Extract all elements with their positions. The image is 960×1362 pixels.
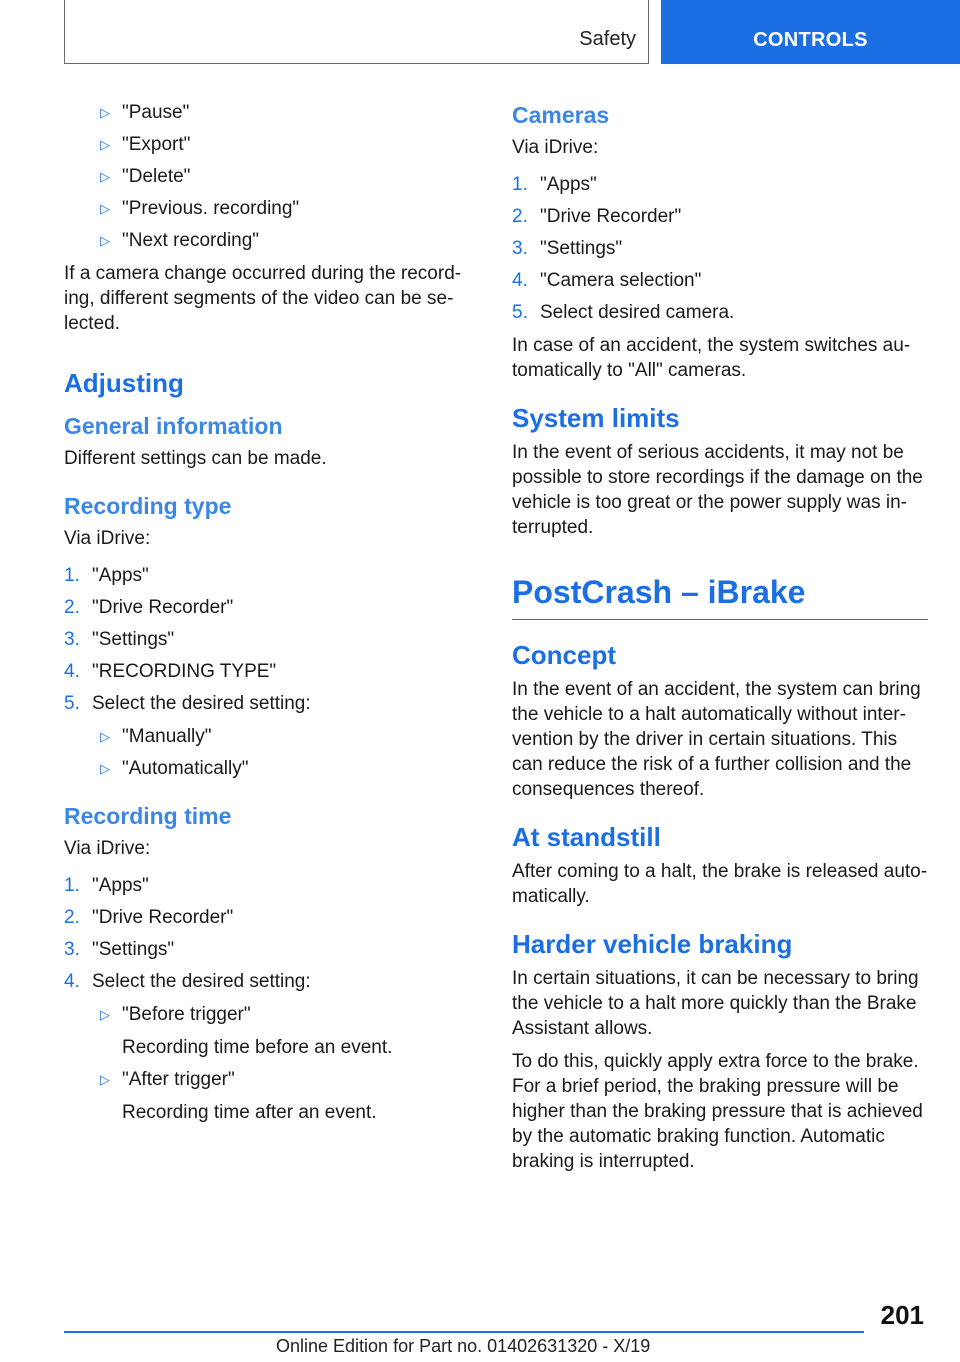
list-item: 2. "Drive Recorder" bbox=[64, 597, 234, 618]
list-item: 5. Select desired camera. bbox=[512, 302, 735, 323]
list-item: ▷ "Previous. recording" bbox=[94, 196, 464, 221]
cameras-steps bbox=[512, 172, 928, 325]
recording-time-heading: Recording time bbox=[64, 803, 232, 829]
header-chapter-tab[interactable]: CONTROLS bbox=[661, 0, 960, 64]
harder-braking-heading: Harder vehicle braking bbox=[512, 929, 793, 959]
list-item: ▷ "After trigger" bbox=[94, 1067, 464, 1092]
adjusting-heading: Adjusting bbox=[64, 368, 184, 398]
left-column bbox=[64, 100, 464, 1132]
triangle-right-icon: ▷ bbox=[100, 105, 110, 120]
general-info-paragraph: Different settings can be made. bbox=[64, 448, 327, 469]
header-section-title: Safety bbox=[579, 28, 636, 50]
camera-change-paragraph: If a camera change occurred during the recording, different segments of the video can be selected. bbox=[64, 263, 462, 334]
list-item: ▷ "Next recording" bbox=[94, 228, 464, 253]
list-item: ▷ "Automatically" bbox=[94, 756, 464, 781]
general-info-heading: General information bbox=[64, 413, 283, 439]
list-item: ▷ "Manually" bbox=[94, 724, 464, 749]
right-column bbox=[512, 100, 928, 1182]
standstill-heading: At standstill bbox=[512, 822, 661, 852]
triangle-right-icon: ▷ bbox=[100, 137, 110, 152]
recording-time-via: Via iDrive: bbox=[64, 838, 151, 859]
list-item: ▷ "Pause" bbox=[94, 100, 464, 125]
triangle-right-icon: ▷ bbox=[100, 729, 110, 744]
cameras-heading: Cameras bbox=[512, 102, 610, 128]
list-item: 2. "Drive Recorder" bbox=[512, 206, 682, 227]
list-item: ▷ "Delete" bbox=[94, 164, 464, 189]
list-item: 1. "Apps" bbox=[64, 565, 149, 586]
recording-time-options-2 bbox=[94, 1067, 464, 1092]
footer-divider bbox=[64, 1331, 864, 1333]
recording-time-options bbox=[94, 1002, 464, 1027]
triangle-right-icon: ▷ bbox=[100, 233, 110, 248]
list-item: 1. "Apps" bbox=[64, 875, 149, 896]
list-item: 5. Select the desired setting: bbox=[64, 693, 311, 714]
harder-braking-paragraph-1: In certain situations, it can be necessary to bring the vehicle to a halt more quickly than the Brake Assistant allows. bbox=[512, 968, 919, 1039]
recording-type-via: Via iDrive: bbox=[64, 528, 151, 549]
footer-edition: Online Edition for Part no. 01402631320 - X/19 bbox=[276, 1336, 651, 1356]
recording-type-heading: Recording type bbox=[64, 493, 232, 519]
header-frame bbox=[64, 0, 649, 64]
system-limits-heading: System limits bbox=[512, 403, 680, 433]
recording-time-steps bbox=[64, 873, 464, 994]
harder-braking-paragraph-2: To do this, quickly apply extra force to the brake. For a brief period, the braking pressure will be higher than the braking pressure that is achieved by the automatic braking function. Automatic braking is interrupted. bbox=[512, 1051, 923, 1172]
list-item: 4. "RECORDING TYPE" bbox=[64, 661, 277, 682]
recording-type-steps bbox=[64, 563, 464, 716]
cameras-paragraph: In case of an accident, the system switches automatically to "All" cameras. bbox=[512, 335, 911, 381]
triangle-right-icon: ▷ bbox=[100, 169, 110, 184]
concept-paragraph: In the event of an accident, the system can bring the vehicle to a halt automatically without intervention by the driver in certain situations. This can reduce the risk of a further collision and the consequences thereof. bbox=[512, 679, 921, 800]
list-item: 2. "Drive Recorder" bbox=[64, 907, 234, 928]
system-limits-paragraph: In the event of serious accidents, it may not be possible to store recordings if the damage on the vehicle is too great or the power supply was interrupted. bbox=[512, 442, 923, 538]
cameras-via: Via iDrive: bbox=[512, 137, 599, 158]
postcrash-heading: PostCrash – iBrake bbox=[512, 574, 928, 620]
triangle-right-icon: ▷ bbox=[100, 1007, 110, 1022]
list-item: 3. "Settings" bbox=[64, 629, 175, 650]
list-item: ▷ "Before trigger" bbox=[94, 1002, 464, 1027]
list-item: 3. "Settings" bbox=[64, 939, 175, 960]
option-description: Recording time after an event. bbox=[122, 1102, 377, 1123]
triangle-right-icon: ▷ bbox=[100, 1072, 110, 1087]
triangle-right-icon: ▷ bbox=[100, 201, 110, 216]
recording-type-options bbox=[94, 724, 464, 781]
list-item: 4. Select the desired setting: bbox=[64, 971, 311, 992]
top-bullet-list bbox=[94, 100, 464, 253]
list-item: 1. "Apps" bbox=[512, 174, 597, 195]
list-item: 4. "Camera selection" bbox=[512, 270, 702, 291]
page-number: 201 bbox=[880, 1300, 924, 1330]
option-description: Recording time before an event. bbox=[122, 1037, 393, 1058]
concept-heading: Concept bbox=[512, 640, 616, 670]
list-item: ▷ "Export" bbox=[94, 132, 464, 157]
triangle-right-icon: ▷ bbox=[100, 761, 110, 776]
list-item: 3. "Settings" bbox=[512, 238, 623, 259]
standstill-paragraph: After coming to a halt, the brake is released automatically. bbox=[512, 861, 928, 907]
